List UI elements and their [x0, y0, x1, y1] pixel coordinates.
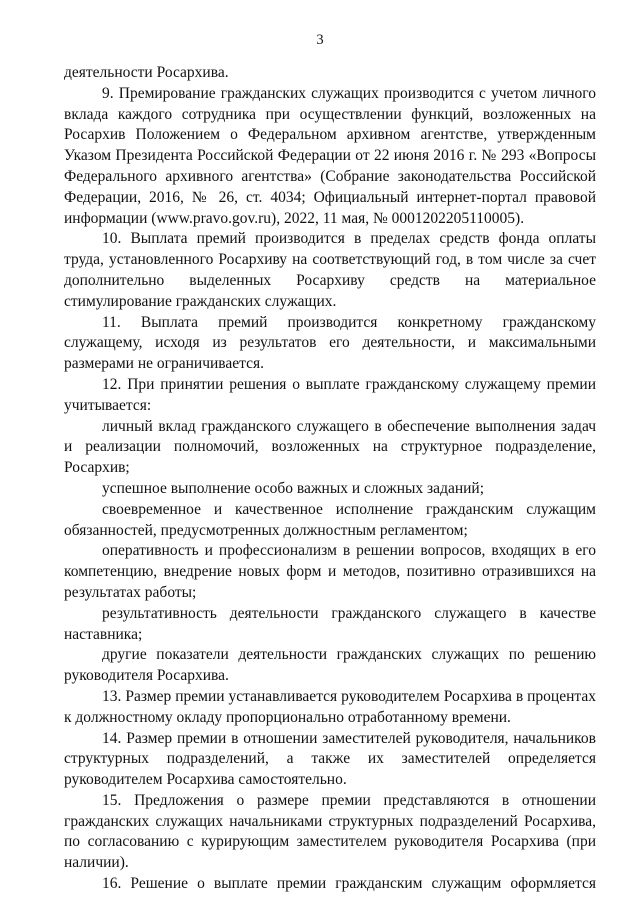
paragraph: своевременное и качественное исполнение гражданским служащим обязанностей, предусмотренных должностным регламентом; — [64, 500, 596, 539]
paragraph: 16. Решение о выплате премии гражданским служащим оформляется — [102, 875, 596, 893]
document-body — [64, 63, 596, 895]
paragraph: личный вклад гражданского служащего в обеспечение выполнения задач и реализации полномочий, возложенных на структурное подразделение, Росархив; — [64, 417, 596, 477]
paragraph: успешное выполнение особо важных и сложных заданий; — [102, 479, 485, 497]
paragraph: 15. Предложения о размере премии представляются в отношении гражданских служащих начальниками структурных подразделений Росархива, по согласованию с курирующим заместителем руководителя Росархива (при наличии). — [64, 791, 596, 872]
paragraph: оперативность и профессионализм в решении вопросов, входящих в его компетенцию, внедрение новых форм и методов, позитивно отразившихся на результатах работы; — [64, 542, 596, 601]
paragraph: 13. Размер премии устанавливается руководителем Росархива в процентах к должностному окладу пропорционально отработанному времени. — [64, 687, 596, 726]
paragraph: деятельности Росархива. — [64, 64, 229, 81]
paragraph: другие показатели деятельности гражданских служащих по решению руководителя Росархива. — [64, 646, 596, 685]
paragraph: 11. Выплата премий производится конкретному гражданскому служащему, исходя из результатов его деятельности, и максимальными размерами не ограничивается. — [64, 313, 596, 373]
paragraph: результативность деятельности гражданского служащего в качестве наставника; — [64, 604, 596, 643]
paragraph: 10. Выплата премий производится в пределах средств фонда оплаты труда, установленного Росархиву на соответствующий год, в том числе за счет дополнительно выделенных Росархиву средств на материальное стимулирование гражданских служащих. — [64, 230, 596, 310]
paragraph: 9. Премирование гражданских служащих производится с учетом личного вклада каждого сотрудника при осуществлении функций, возложенных на Росархив Положением о Федеральном архивном агентстве, утвержденным Указом Президента Российской Федерации от 22 июня 2016 г. № 293 «Вопросы Федерального архивного агентства» (Собрание законодательства Российской Федерации, 2016, № 26, ст. 4034; Официальный интернет-портал правовой информации (www.pravo.gov.ru), 2022, 11 мая, № 0001202205110005). — [64, 84, 596, 227]
paragraph: 12. При принятии решения о выплате гражданскому служащему премии учитывается: — [64, 375, 596, 414]
page-number: 3 — [316, 32, 324, 48]
paragraph: 14. Размер премии в отношении заместителей руководителя, начальников структурных подразделений, а также их заместителей определяется руководителем Росархива самостоятельно. — [64, 729, 596, 789]
